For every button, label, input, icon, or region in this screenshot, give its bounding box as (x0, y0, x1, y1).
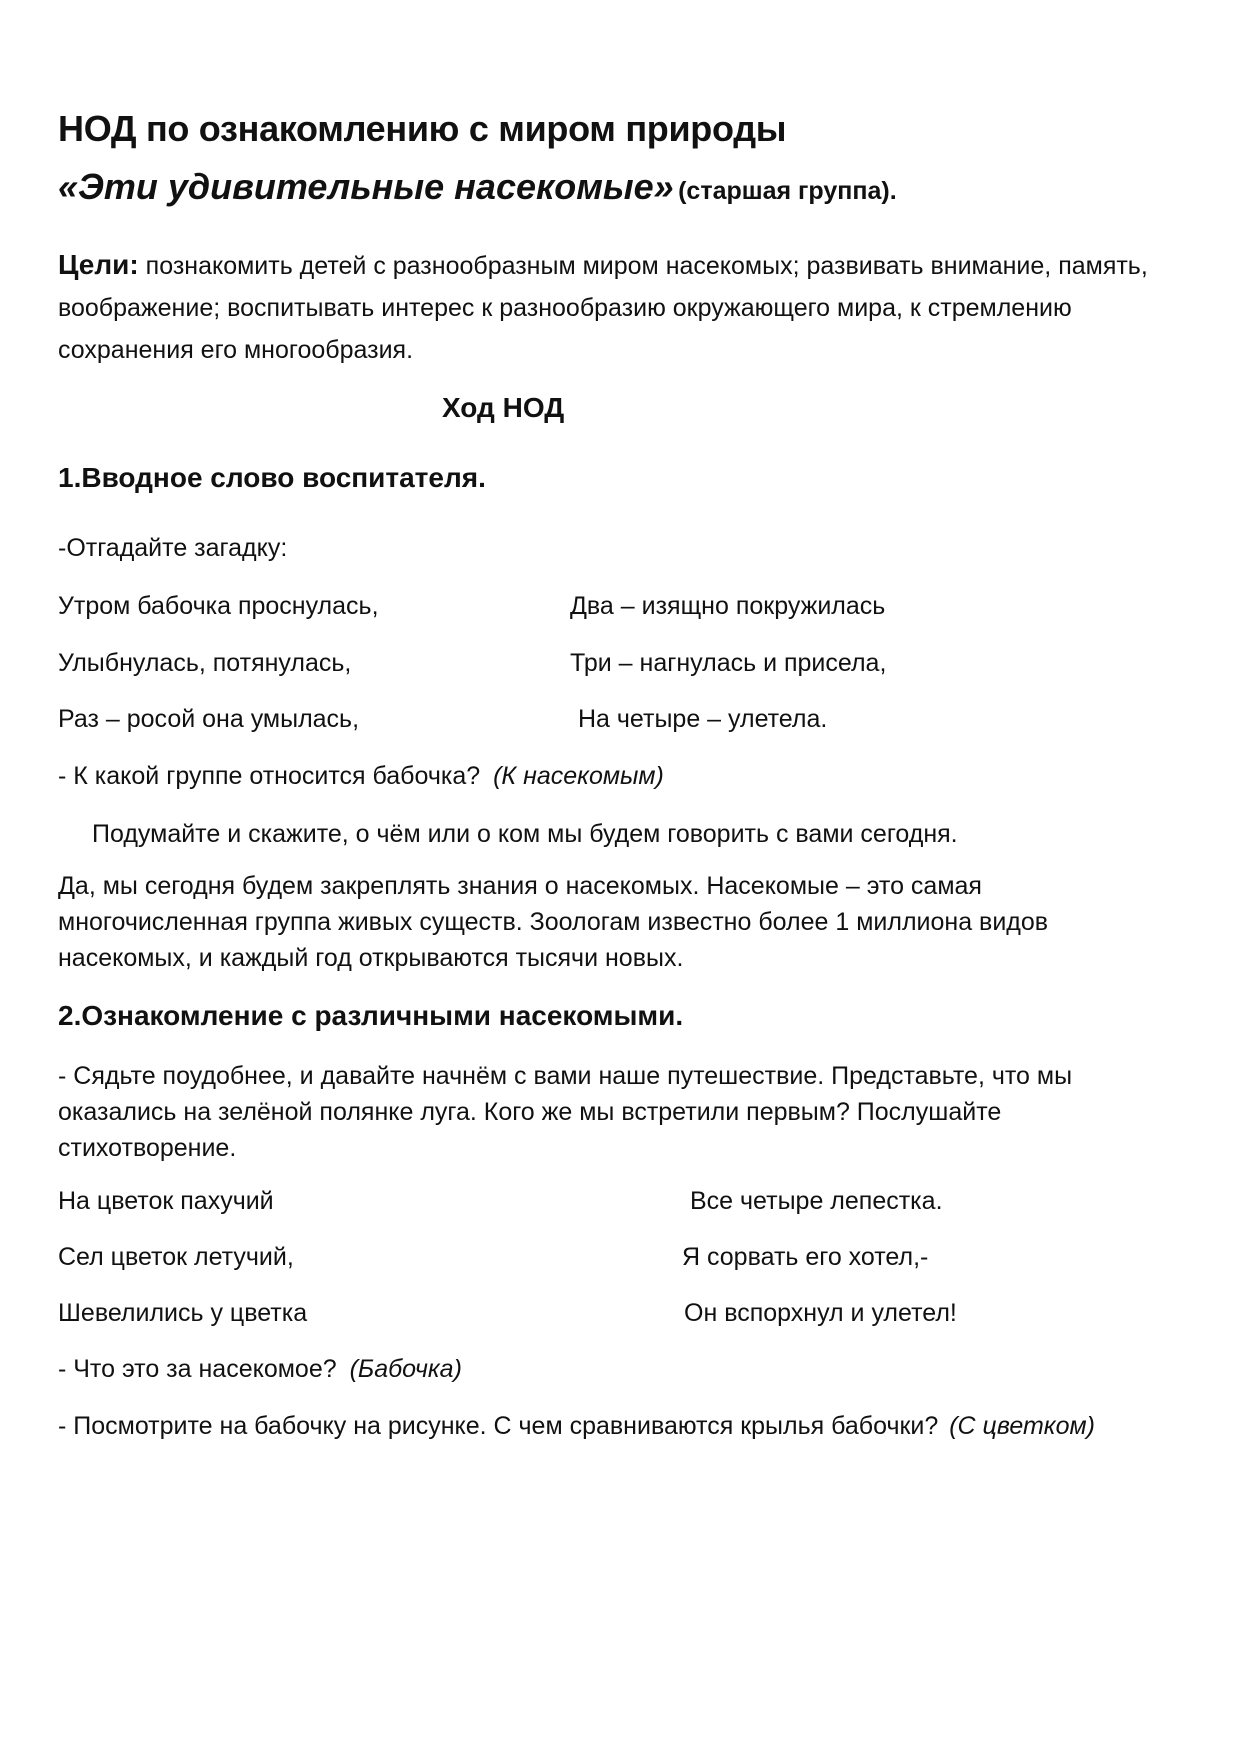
goals-paragraph (58, 244, 1178, 371)
question-line (58, 1406, 1095, 1446)
question-line (58, 1349, 462, 1389)
answer-text: (Бабочка) (349, 1355, 462, 1383)
goals-text: познакомить детей с разнообразным миром насекомых; развивать внимание, память, воображение; воспитывать интерес к разнообразию окружающего мира, к стремлению сохранения его многообразия. (58, 252, 1148, 364)
answer-text: (К насекомым) (493, 762, 664, 790)
subtitle-group: (старшая группа). (678, 177, 897, 205)
riddle-right-line: На четыре – улетела. (578, 705, 828, 733)
info-paragraph: Да, мы сегодня будем закреплять знания о насекомых. Насекомые – это самая многочисленная группа живых существ. Зоологам известно более 1 миллиона видов насекомых, и каждый год открываются тысячи новых. (58, 872, 1049, 972)
riddle-prompt: -Отгадайте загадку: (58, 534, 288, 562)
goals-label: Цели: (58, 249, 139, 280)
section2-heading: 2.Ознакомление с различными насекомыми. (58, 1000, 684, 1031)
journey-paragraph: - Сядьте поудобнее, и давайте начнём с вами наше путешествие. Представьте, что мы оказались на зелёной полянке луга. Кого же мы встретили первым? Послушайте стихотворение. (58, 1062, 1073, 1162)
poem-right-line: Он вспорхнул и улетел! (684, 1299, 957, 1327)
course-heading: Ход НОД (442, 392, 565, 423)
page-title: НОД по ознакомлению с миром природы (58, 108, 787, 149)
subtitle-topic: «Эти удивительные насекомые» (58, 166, 674, 207)
question-text: - Посмотрите на бабочку на рисунке. С чем сравниваются крылья бабочки? (58, 1412, 939, 1440)
riddle-left-line: Утром бабочка проснулась, (58, 592, 379, 620)
think-line: Подумайте и скажите, о чём или о ком мы будем говорить с вами сегодня. (92, 820, 958, 848)
page-subtitle (58, 166, 897, 208)
riddle-left-line: Раз – росой она умылась, (58, 705, 360, 733)
poem-right-line: Я сорвать его хотел,- (682, 1243, 929, 1271)
poem-left-line: Сел цветок летучий, (58, 1243, 294, 1271)
riddle-right-line: Три – нагнулась и присела, (570, 649, 887, 677)
poem-left-line: На цветок пахучий (58, 1187, 274, 1215)
question-line (58, 756, 664, 796)
riddle-right-line: Два – изящно покружилась (570, 592, 886, 620)
section1-heading: 1.Вводное слово воспитателя. (58, 462, 486, 493)
answer-text: (С цветком) (949, 1412, 1095, 1440)
question-text: - Что это за насекомое? (58, 1355, 337, 1383)
riddle-left-line: Улыбнулась, потянулась, (58, 649, 352, 677)
poem-left-line: Шевелились у цветка (58, 1299, 308, 1327)
question-text: - К какой группе относится бабочка? (58, 762, 481, 790)
poem-right-line: Все четыре лепестка. (690, 1187, 943, 1215)
